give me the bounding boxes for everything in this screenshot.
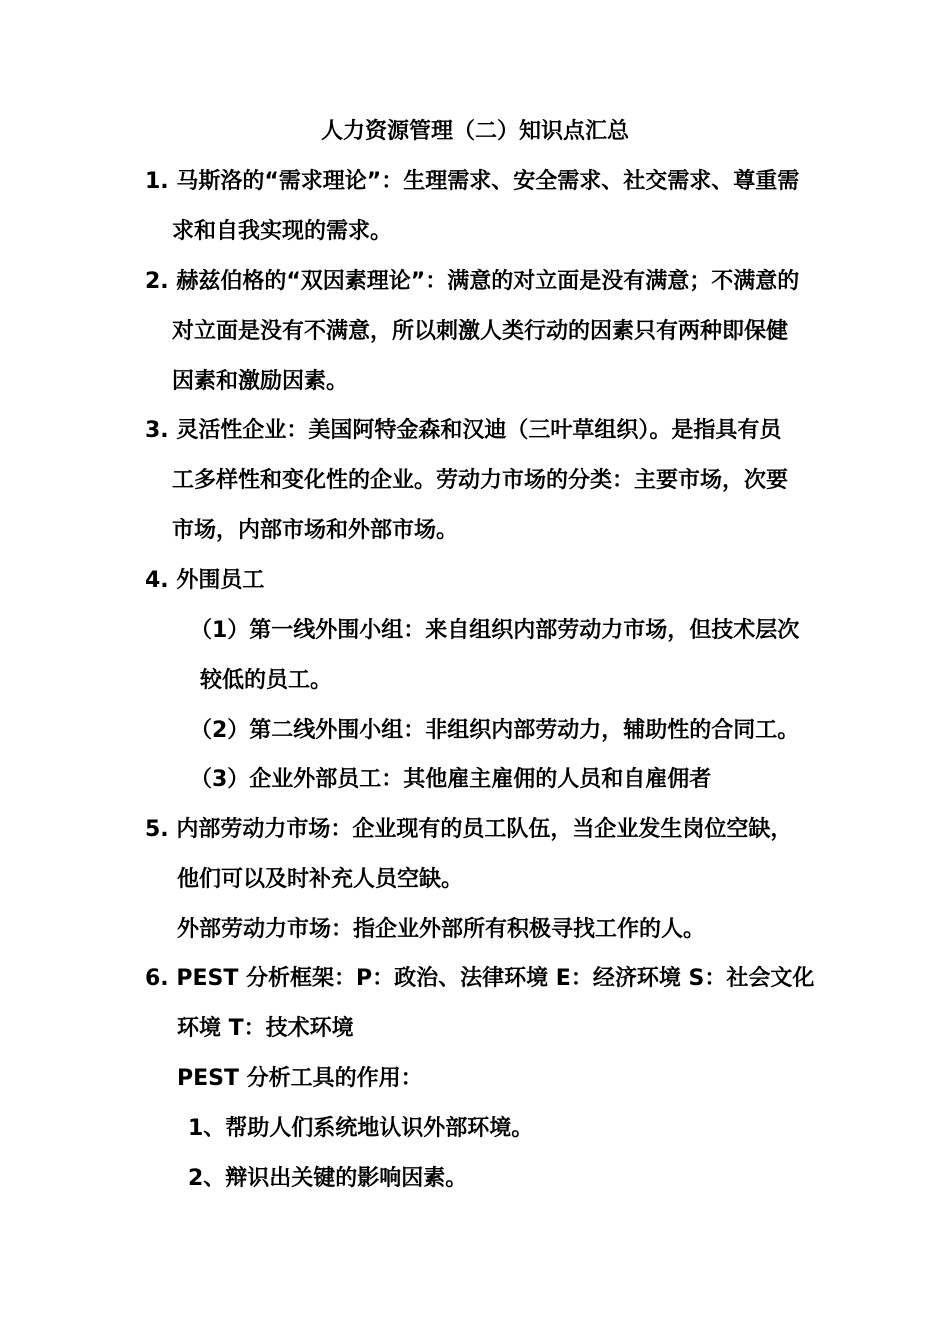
sub-item: （1）第一线外围小组：来自组织内部劳动力市场，但技术层次 — [190, 618, 800, 643]
list-item-5-continuation: 他们可以及时补充人员空缺。 — [177, 867, 464, 892]
list-item-3 — [145, 413, 781, 449]
item-text: 灵活性企业：美国阿特金森和汉迪（三叶草组织）。是指具有员 — [176, 418, 782, 443]
item-text: 外围员工 — [176, 568, 265, 593]
item-text: PEST 分析框架：P：政治、法律环境 E：经济环境 S：社会文化 — [176, 966, 815, 991]
list-item-1-continuation: 求和自我实现的需求。 — [172, 219, 393, 244]
list-item-6-continuation: 环境 T：技术环境 — [177, 1016, 354, 1041]
item-number: 5. — [145, 817, 169, 842]
list-item-1 — [145, 164, 799, 200]
item-text: 马斯洛的“需求理论”：生理需求、安全需求、社交需求、尊重需 — [176, 169, 800, 194]
list-item-2-continuation: 因素和激励因素。 — [172, 369, 349, 394]
sub-item: （3）企业外部员工：其他雇主雇佣的人员和自雇佣者 — [190, 767, 712, 792]
list-item-5 — [145, 812, 792, 848]
sub-item: （2）第二线外围小组：非组织内部劳动力，辅助性的合同工。 — [190, 718, 800, 743]
list-item-3-continuation: 市场，内部市场和外部市场。 — [172, 518, 459, 543]
item-number: 2. — [145, 269, 169, 294]
sub-item-continuation: 较低的员工。 — [200, 668, 333, 693]
item-text: 内部劳动力市场：企业现有的员工队伍，当企业发生岗位空缺， — [176, 817, 793, 842]
sub-item: 1、帮助人们系统地认识外部环境。 — [188, 1116, 534, 1141]
list-item-4 — [145, 563, 264, 599]
list-item-3-continuation: 工多样性和变化性的企业。劳动力市场的分类：主要市场，次要 — [172, 468, 789, 493]
sub-item: 2、辩识出关键的影响因素。 — [188, 1166, 468, 1191]
item-number: 1. — [145, 169, 169, 194]
item-number: 4. — [145, 568, 169, 593]
list-item-2-continuation: 对立面是没有不满意，所以刺激人类行动的因素只有两种即保健 — [172, 319, 789, 344]
list-item-5-continuation: 外部劳动力市场：指企业外部所有积极寻找工作的人。 — [177, 917, 706, 942]
list-item-6-continuation: PEST 分析工具的作用： — [177, 1066, 423, 1091]
list-item-2 — [145, 264, 799, 300]
item-text: 赫兹伯格的“双因素理论”：满意的对立面是没有满意；不满意的 — [176, 269, 800, 294]
list-item-6 — [145, 961, 814, 997]
document-title: 人力资源管理（二）知识点汇总 — [320, 119, 629, 144]
item-number: 3. — [145, 418, 169, 443]
item-number: 6. — [145, 966, 169, 991]
